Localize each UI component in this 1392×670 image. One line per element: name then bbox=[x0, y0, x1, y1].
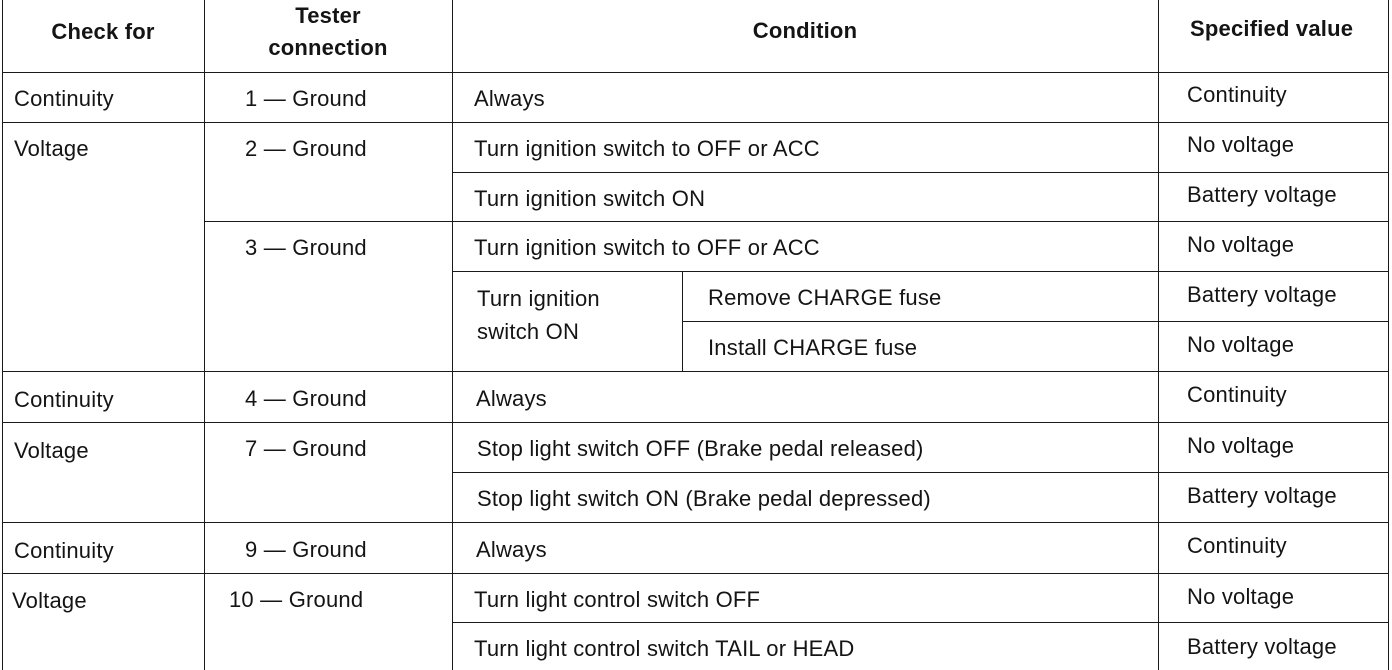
condition-cell: Turn ignition switch to OFF or ACC bbox=[474, 235, 820, 260]
specified-value-cell: Battery voltage bbox=[1187, 483, 1337, 508]
row-divider bbox=[2, 371, 1388, 372]
header-tester-connection: Tester bbox=[295, 3, 361, 28]
header-specified-value: Specified value bbox=[1190, 16, 1354, 41]
specified-value-cell: No voltage bbox=[1187, 584, 1295, 609]
condition-cell: Turn ignition switch to OFF or ACC bbox=[474, 136, 820, 161]
column-divider bbox=[1158, 0, 1159, 670]
check-for-cell: Voltage bbox=[14, 136, 89, 161]
row-divider bbox=[452, 271, 1388, 272]
column-divider bbox=[1388, 0, 1389, 670]
row-divider bbox=[2, 72, 1388, 73]
column-divider bbox=[204, 0, 205, 670]
condition-sub-cell: Remove CHARGE fuse bbox=[708, 285, 942, 310]
tester-connection-cell: 4 — Ground bbox=[245, 386, 367, 411]
check-for-cell: Continuity bbox=[14, 86, 114, 111]
check-for-cell: Continuity bbox=[14, 538, 114, 563]
condition-cell: Stop light switch OFF (Brake pedal released) bbox=[477, 436, 924, 461]
condition-cell: Stop light switch ON (Brake pedal depressed) bbox=[477, 486, 931, 511]
row-divider bbox=[204, 221, 1388, 222]
header-condition: Condition bbox=[752, 18, 858, 43]
header-tester-connection: connection bbox=[268, 35, 388, 60]
specified-value-cell: No voltage bbox=[1187, 132, 1295, 157]
specified-value-cell: Continuity bbox=[1187, 82, 1287, 107]
specified-value-cell: Battery voltage bbox=[1187, 182, 1337, 207]
condition-cell: Always bbox=[474, 86, 545, 111]
column-divider bbox=[452, 0, 453, 670]
check-for-cell: Voltage bbox=[12, 588, 87, 613]
tester-connection-cell: 3 — Ground bbox=[245, 235, 367, 260]
condition-cell: Turn ignition bbox=[477, 286, 600, 311]
row-divider bbox=[2, 522, 1388, 523]
row-divider bbox=[2, 573, 1388, 574]
specified-value-cell: Continuity bbox=[1187, 533, 1287, 558]
column-divider bbox=[2, 0, 3, 670]
tester-connection-cell: 9 — Ground bbox=[245, 537, 367, 562]
specified-value-cell: Continuity bbox=[1187, 382, 1287, 407]
header-check-for: Check for bbox=[51, 19, 155, 44]
specified-value-cell: No voltage bbox=[1187, 433, 1295, 458]
check-for-cell: Voltage bbox=[14, 438, 89, 463]
condition-cell: switch ON bbox=[477, 319, 580, 344]
specified-value-cell: Battery voltage bbox=[1187, 282, 1337, 307]
row-divider bbox=[2, 122, 1388, 123]
condition-cell: Always bbox=[476, 537, 547, 562]
specified-value-cell: No voltage bbox=[1187, 232, 1295, 257]
condition-sub-cell: Install CHARGE fuse bbox=[708, 335, 918, 360]
condition-cell: Turn light control switch TAIL or HEAD bbox=[474, 636, 855, 661]
condition-cell: Always bbox=[476, 386, 547, 411]
row-divider bbox=[452, 172, 1388, 173]
specified-value-cell: No voltage bbox=[1187, 332, 1295, 357]
condition-cell: Turn light control switch OFF bbox=[474, 587, 761, 612]
tester-connection-cell: 10 — Ground bbox=[229, 587, 364, 612]
specified-value-cell: Battery voltage bbox=[1187, 634, 1337, 659]
tester-connection-cell: 1 — Ground bbox=[245, 86, 367, 111]
row-divider bbox=[682, 321, 1388, 322]
row-divider bbox=[2, 422, 1388, 423]
row-divider bbox=[452, 472, 1388, 473]
row-divider bbox=[452, 622, 1388, 623]
condition-cell: Turn ignition switch ON bbox=[474, 186, 706, 211]
tester-connection-cell: 7 — Ground bbox=[245, 436, 367, 461]
check-for-cell: Continuity bbox=[14, 387, 114, 412]
tester-connection-cell: 2 — Ground bbox=[245, 136, 367, 161]
